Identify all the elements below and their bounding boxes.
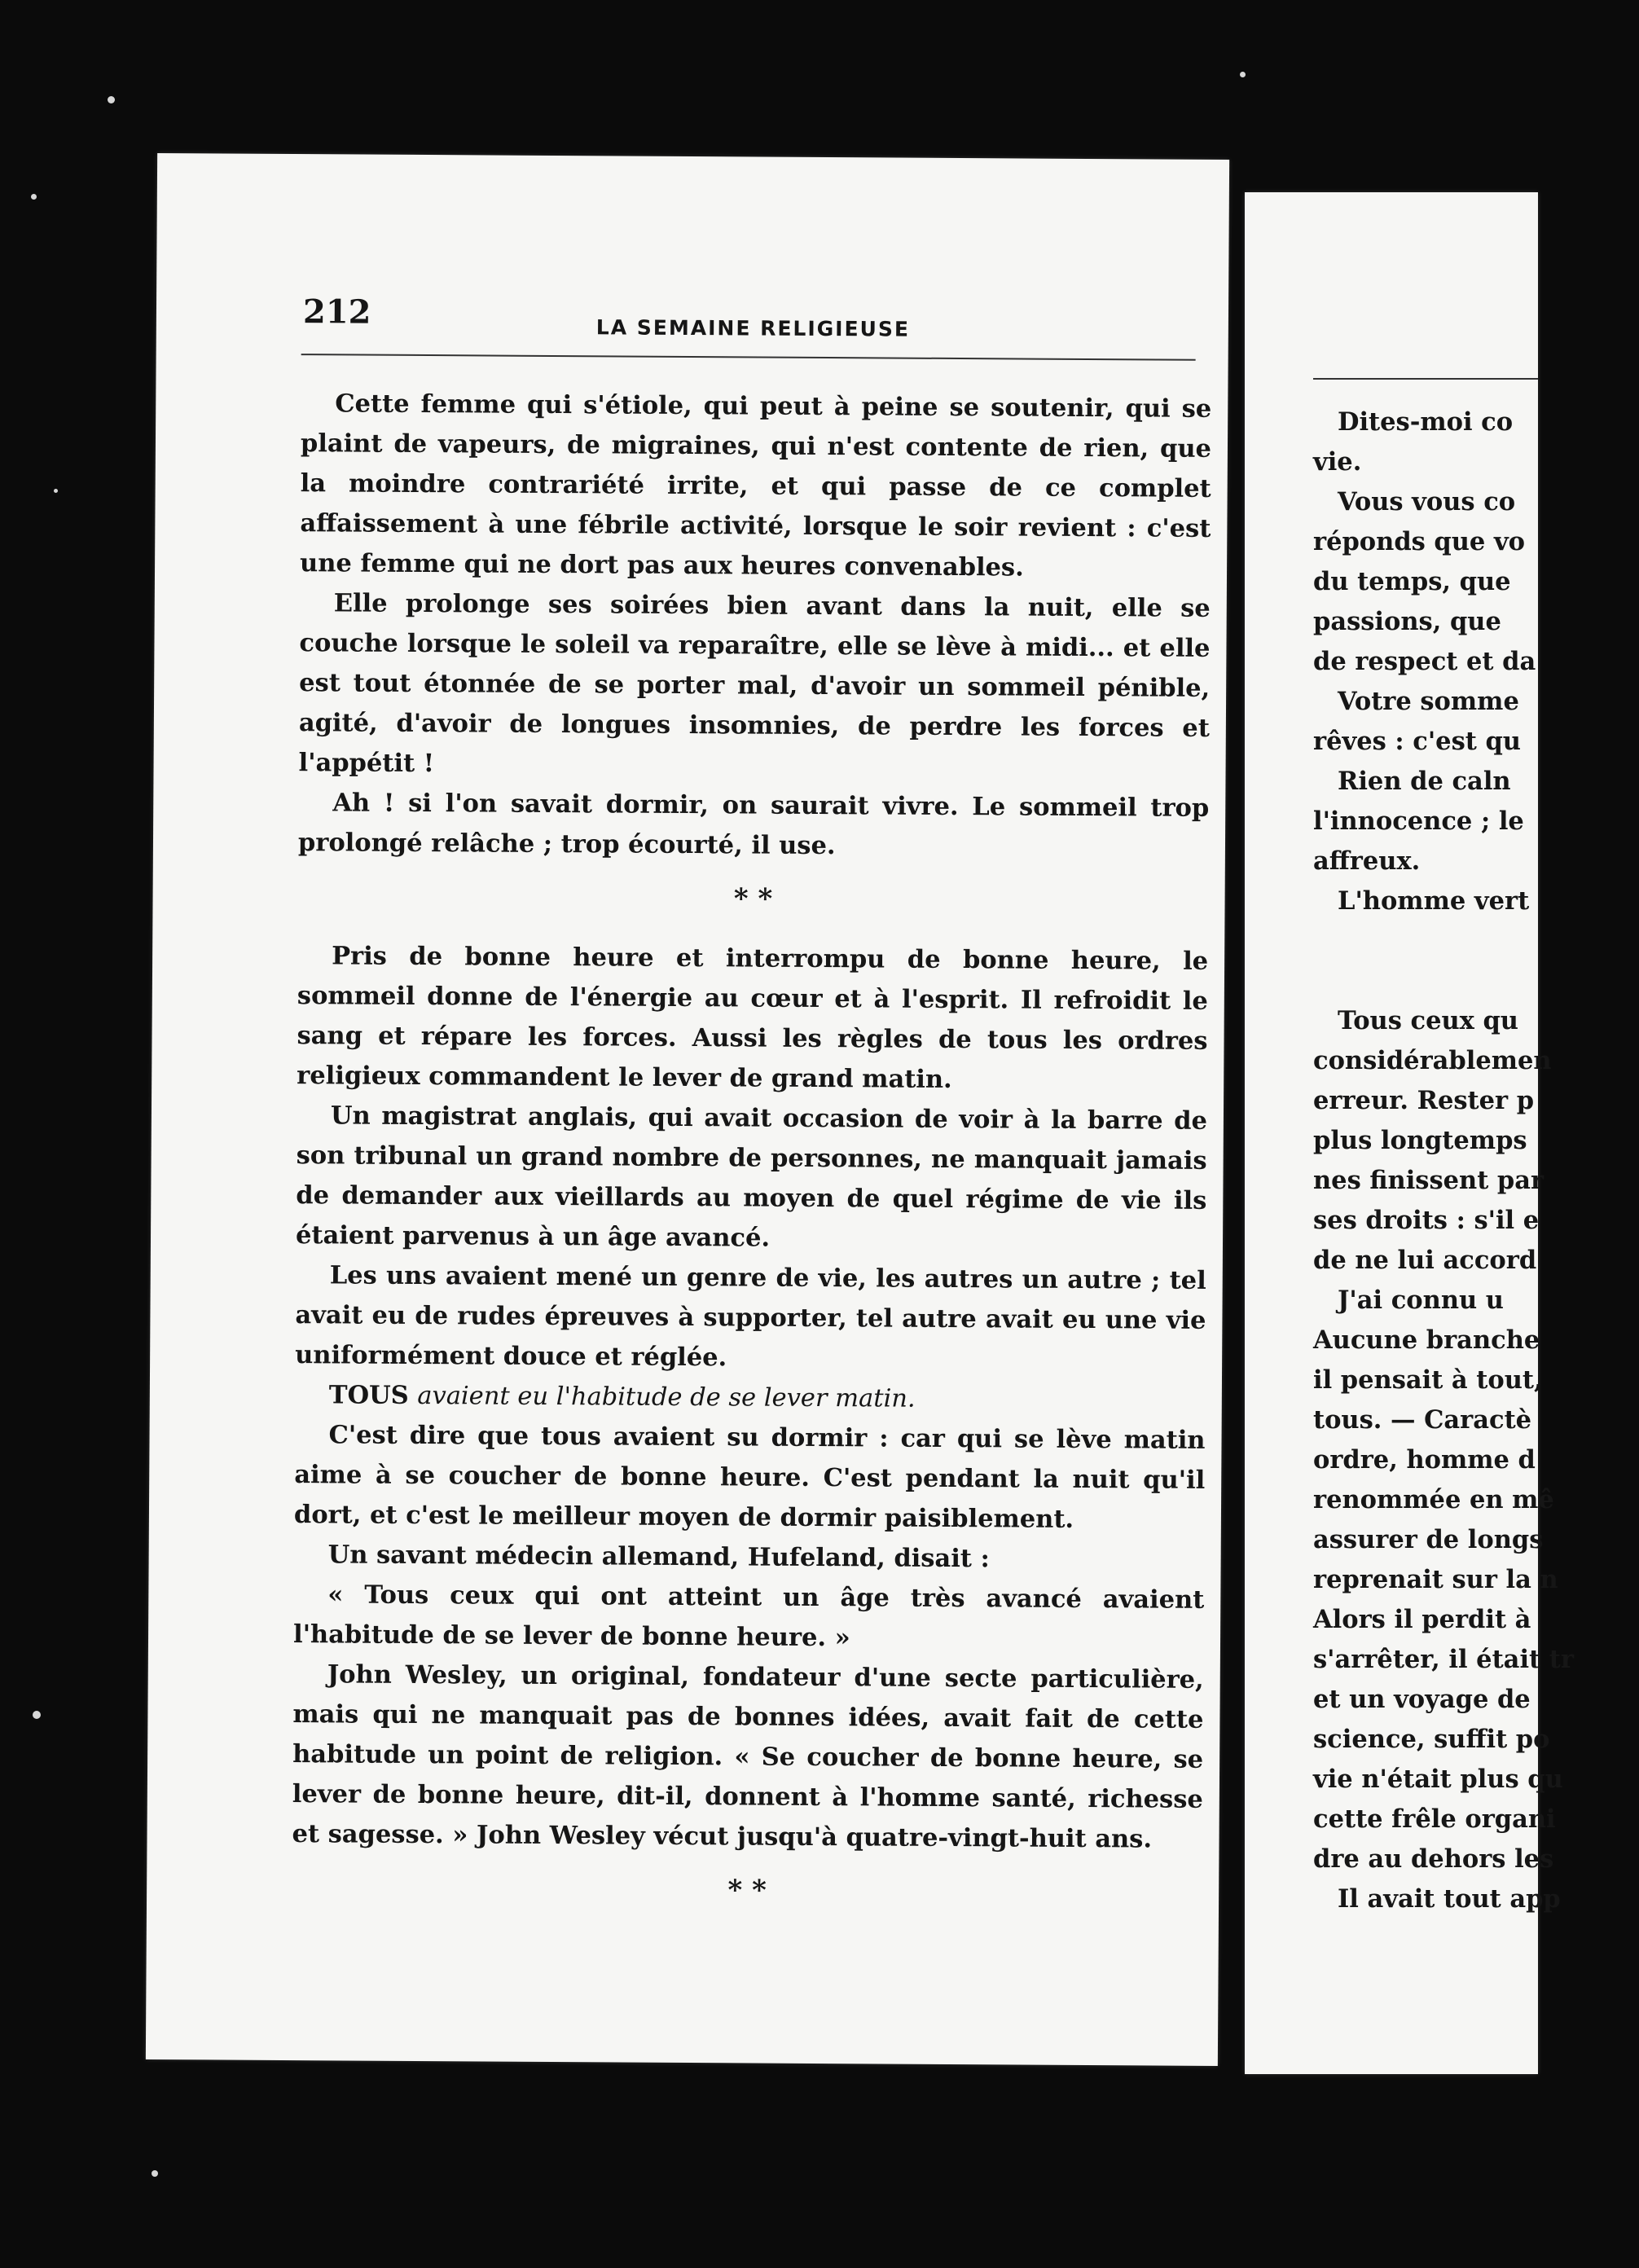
text-line: dre au dehors les bbox=[1313, 1844, 1554, 1874]
scan-speck bbox=[54, 489, 58, 493]
text-line: vie. bbox=[1313, 447, 1362, 477]
text-line: s'arrêter, il était tr bbox=[1313, 1645, 1574, 1674]
text-line: cette frêle organi bbox=[1313, 1804, 1556, 1834]
text-line: il pensait à tout, bbox=[1313, 1365, 1543, 1395]
text-line: ordre, homme d bbox=[1313, 1445, 1536, 1475]
text-line: Tous ceux qu bbox=[1338, 1006, 1518, 1035]
scan-speck bbox=[152, 2170, 158, 2177]
paragraph: C'est dire que tous avaient su dormir : car qui se lève matin aime à se coucher de bonne heure. C'est pendant la nuit qu'il dort, et c'est le meilleur moyen de dormir paisiblement. bbox=[293, 1420, 1206, 1534]
article-body bbox=[292, 384, 1212, 1933]
text-line: Il avait tout app bbox=[1338, 1884, 1561, 1914]
paragraph-tous bbox=[295, 1375, 1206, 1421]
text-line: ses droits : s'il e bbox=[1313, 1206, 1540, 1235]
text-line: nes finissent par bbox=[1313, 1166, 1545, 1195]
paragraph: Ah ! si l'on savait dormir, on saurait vivre. Le sommeil trop prolongé relâche ; trop écourté, il use. bbox=[297, 788, 1210, 861]
scan-speck bbox=[31, 194, 37, 200]
running-head: LA SEMAINE RELIGIEUSE bbox=[595, 315, 911, 341]
left-page bbox=[146, 153, 1229, 2066]
text-line: et un voyage de bbox=[1313, 1685, 1531, 1714]
text-line: renommée en mê bbox=[1313, 1485, 1554, 1514]
text-line: L'homme vert bbox=[1338, 886, 1530, 916]
text-line: erreur. Rester p bbox=[1313, 1086, 1535, 1115]
text-line: Rien de caln bbox=[1338, 767, 1511, 796]
scan-speck bbox=[1240, 72, 1246, 77]
text-line: affreux. bbox=[1313, 846, 1421, 876]
text-line: J'ai connu u bbox=[1338, 1286, 1504, 1315]
asterism: * * bbox=[727, 1874, 767, 1907]
text-line: considérablemen bbox=[1313, 1046, 1552, 1075]
paragraph: Elle prolonge ses soirées bien avant dans la nuit, elle se couche lorsque le soleil va reparaître, elle se lève à midi... et elle est tout étonnée de se porter mal, d'avoir un sommeil pénible, agité, d'avoir de longues insomnies, de perdre les forces et l'appétit ! bbox=[298, 588, 1211, 779]
text-line: tous. — Caractè bbox=[1313, 1405, 1532, 1435]
text-line: Alors il perdit à bbox=[1313, 1605, 1531, 1634]
paragraph: Un magistrat anglais, qui avait occasion de voir à la barre de son tribunal un grand nombre de personnes, ne manquait jamais de demander aux vieillards au moyen de quel régime de vie ils étaient parvenus à un âge avancé. bbox=[295, 1101, 1208, 1253]
text-line: plus longtemps bbox=[1313, 1126, 1527, 1155]
text-line: Aucune branche bbox=[1313, 1325, 1540, 1355]
right-page bbox=[1245, 192, 1574, 2074]
asterism: * * bbox=[733, 882, 773, 916]
text-line: l'innocence ; le bbox=[1313, 807, 1524, 836]
text-line: Dites-moi co bbox=[1338, 407, 1514, 437]
scan-speck bbox=[33, 1711, 41, 1719]
article-body-cropped bbox=[1313, 402, 1639, 1919]
section-gap bbox=[1313, 921, 1639, 1001]
text-line: du temps, que bbox=[1313, 567, 1511, 596]
text-line: Vous vous co bbox=[1338, 487, 1516, 516]
text-line: Votre somme bbox=[1338, 687, 1519, 716]
text-line: assurer de longs bbox=[1313, 1525, 1544, 1554]
paragraph: Cette femme qui s'étiole, qui peut à peine se soutenir, qui se plaint de vapeurs, de migraines, qui n'est contente de rien, que la moindre contrariété irrite, et qui passe de ce complet affaissement à une fébrile activité, lorsque le soir revient : c'est une femme qui ne dort pas aux heures convenables. bbox=[299, 389, 1212, 582]
header-rule bbox=[301, 354, 1196, 361]
paragraph: Un savant médecin allemand, Hufeland, disait : bbox=[327, 1540, 990, 1574]
quotation: « Tous ceux qui ont atteint un âge très avancé avaient l'habitude de se lever de bonne heure. » bbox=[292, 1580, 1205, 1653]
paragraph: Les uns avaient mené un genre de vie, les autres un autre ; tel avait eu de rudes épreuves à supporter, tel autre avait eu une vie uniformément douce et réglée. bbox=[295, 1260, 1206, 1373]
paragraph: John Wesley, un original, fondateur d'une secte particulière, mais qui ne manquait pas de bonnes idées, avait fait de cette habitude un point de religion. « Se coucher de bonne heure, se lever de bonne heure, dit-il, donnent à l'homme santé, richesse et sagesse. » John Wesley vécut jusqu'à quatre-vingt-huit ans. bbox=[292, 1659, 1204, 1854]
header-rule bbox=[1313, 378, 1538, 380]
text-line: vie n'était plus qu bbox=[1313, 1765, 1563, 1794]
text-line: science, suffit po bbox=[1313, 1725, 1550, 1754]
text-line: réponds que vo bbox=[1313, 527, 1526, 556]
tous-lead: TOUS bbox=[328, 1380, 409, 1410]
page-number: 212 bbox=[302, 292, 371, 332]
text-line: de respect et da bbox=[1313, 647, 1536, 676]
text-line: de ne lui accord bbox=[1313, 1246, 1537, 1275]
text-line: rêves : c'est qu bbox=[1313, 727, 1521, 756]
scan-speck bbox=[108, 96, 115, 103]
text-line: passions, que bbox=[1313, 607, 1501, 636]
tous-italic: avaient eu l'habitude de se lever matin. bbox=[417, 1381, 916, 1413]
paragraph: Pris de bonne heure et interrompu de bonne heure, le sommeil donne de l'énergie au cœur et à l'esprit. Il refroidit le sang et répare les forces. Aussi les règles de tous les ordres religieux commandent le lever de grand matin. bbox=[297, 941, 1209, 1094]
text-line: reprenait sur la n bbox=[1313, 1565, 1558, 1594]
